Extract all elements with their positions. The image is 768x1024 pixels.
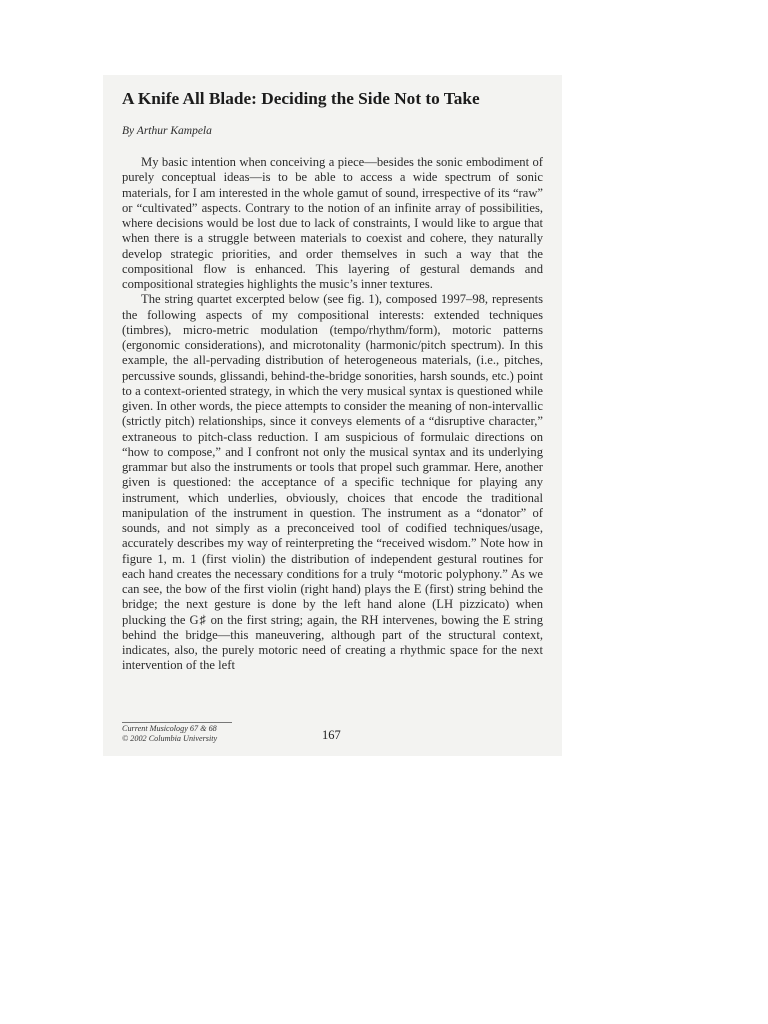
- page-number: 167: [322, 728, 341, 742]
- copyright-notice: © 2002 Columbia University: [122, 734, 218, 743]
- paragraph-string-quartet: The string quartet excerpted below (see fig. 1), composed 1997–98, represents the following aspects of my compositional interests: extended techniques (timbres), micro-metric modulation (tempo/rhythm/form), motoric patterns (ergonomic considerations), and microtonality (harmonic/pitch spectrum). In this example, the all-pervading distribution of heterogeneous materials, (i.e., pitches, percussive sounds, glissandi, behind-the-bridge sonorities, harsh sounds, etc.) point to a context-oriented strategy, in which the very musical syntax is questioned while given. In other words, the piece attempts to consider the meaning of non-intervallic (strictly pitch) relationships, since it conveys elements of a “disruptive character,” extraneous to pitch-class reduction. I am suspicious of formulaic directions on “how to compose,” and I confront not only the musical syntax and its underlying grammar but also the instruments or tools that propel such grammar. Here, another given is questioned: the acceptance of a specific technique for playing any instrument, which underlies, obviously, choices that encode the traditional manipulation of the instrument in question. The instrument as a “donator” of sounds, and not simply as a preconceived tool of codified techniques/usage, accurately describes my way of reinterpreting the “received wisdom.” Note how in figure 1, m. 1 (first violin) the distribution of independent gestural routines for each hand creates the necessary conditions for a truly “motoric polyphony.” As we can see, the bow of the first violin (right hand) plays the E (first) string behind the bridge; the next gesture is done by the left hand alone (LH pizzicato) when plucking the G♯ on the first string; again, the RH intervenes, bowing the E string behind the bridge—this maneuvering, although part of the structural context, indicates, also, the purely motoric need of creating a rhythmic space for the next intervention of the left: [122, 292, 543, 673]
- footer-divider: [122, 722, 232, 723]
- journal-page: [103, 75, 562, 756]
- article-body: [122, 155, 543, 674]
- paragraph-intro: My basic intention when conceiving a piece—besides the sonic embodiment of purely conceptual ideas—is to be able to access a wide spectrum of sonic materials, for I am interested in the whole gamut of sound, irrespective of its “raw” or “cultivated” aspects. Contrary to the notion of an infinite array of possibilities, where decisions would be lost due to lack of constraints, I would like to argue that when there is a struggle between materials to coexist and cohere, they naturally develop strategic priorities, and order themselves in such a way that the compositional flow is enhanced. This layering of gestural demands and compositional strategies highlights the music’s inner textures.: [122, 155, 543, 291]
- article-byline: By Arthur Kampela: [122, 125, 212, 137]
- journal-citation: Current Musicology 67 & 68: [122, 724, 217, 733]
- page-footer: [122, 722, 543, 752]
- article-title: A Knife All Blade: Deciding the Side Not to Take: [122, 89, 480, 108]
